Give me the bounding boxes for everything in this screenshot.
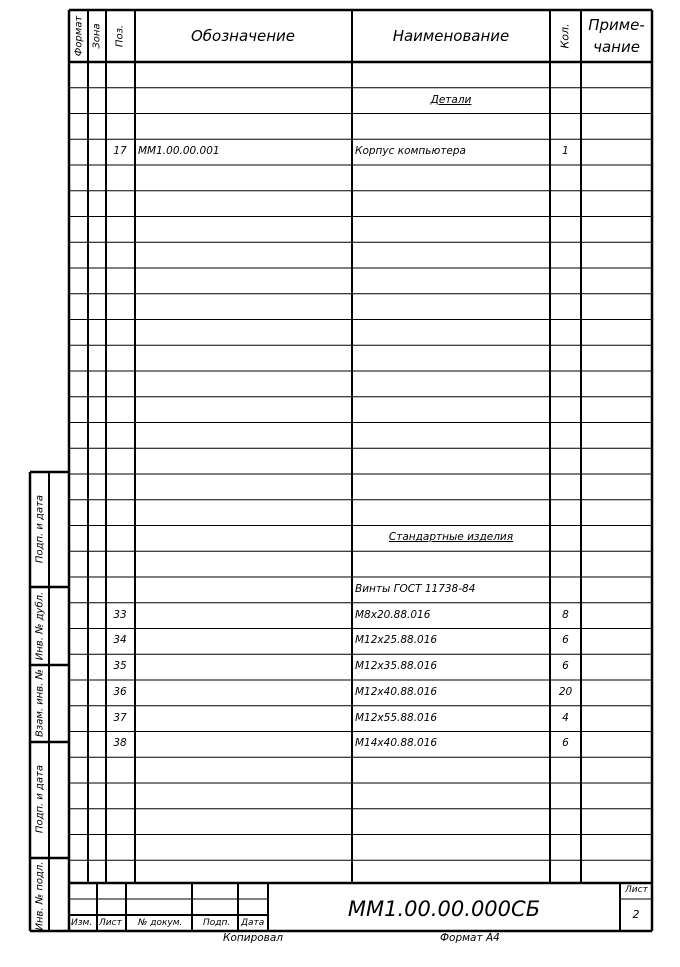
side-label-vzam-inv: Взам. инв. № xyxy=(34,669,46,737)
row-qty: 6 xyxy=(562,737,569,750)
row-qty: 1 xyxy=(562,145,569,158)
row-section-title: Детали xyxy=(430,93,472,106)
side-label-podp-data-2: Подп. и дата xyxy=(34,764,46,834)
row-pos: 37 xyxy=(113,711,127,724)
row-pos: 33 xyxy=(113,608,127,621)
footer-format: Формат А4 xyxy=(440,932,500,944)
row-qty: 6 xyxy=(562,634,569,647)
header-designation: Обозначение xyxy=(190,27,296,45)
side-label-inv-dubl: Инв. № дубл. xyxy=(34,591,46,661)
header-qty: Кол. xyxy=(558,23,572,49)
title-block-sheet-no: 2 xyxy=(632,908,640,921)
title-block-date: Дата xyxy=(241,918,265,928)
row-name: М12х35.88.016 xyxy=(355,660,438,673)
row-name: М12х40.88.016 xyxy=(355,685,438,698)
row-pos: 38 xyxy=(113,737,127,750)
header-pos: Поз. xyxy=(114,24,126,48)
row-pos: 35 xyxy=(113,660,127,673)
row-qty: 20 xyxy=(558,685,573,698)
row-qty: 6 xyxy=(562,660,569,673)
row-name: Винты ГОСТ 11738-84 xyxy=(355,582,476,595)
row-pos: 17 xyxy=(113,145,127,158)
row-pos: 36 xyxy=(113,685,127,698)
header-format: Формат xyxy=(73,15,85,57)
row-designation: ММ1.00.00.001 xyxy=(138,145,220,158)
row-name: М14х40.88.016 xyxy=(355,737,438,750)
footer-copied: Копировал xyxy=(223,932,283,944)
row-name: М12х55.88.016 xyxy=(355,711,438,724)
header-note-line1: Приме- xyxy=(588,16,645,34)
row-name: Корпус компьютера xyxy=(355,145,466,158)
title-block-izm: Изм. xyxy=(71,918,93,928)
row-qty: 8 xyxy=(562,608,569,621)
title-block-doc-no: № докум. xyxy=(138,918,183,928)
row-pos: 34 xyxy=(113,634,127,647)
row-qty: 4 xyxy=(562,711,569,724)
row-name: М12х25.88.016 xyxy=(355,634,438,647)
title-block-list: Лист xyxy=(99,918,122,928)
title-block-designation: ММ1.00.00.000СБ xyxy=(347,897,541,921)
title-block-sheet-label: Лист xyxy=(625,885,648,895)
side-label-inv-podl: Инв. № подл. xyxy=(34,861,46,931)
row-name: М8х20.88.016 xyxy=(355,608,431,621)
header-name: Наименование xyxy=(392,27,510,45)
header-zone: Зона xyxy=(91,23,103,49)
row-section-title: Стандартные изделия xyxy=(388,531,514,544)
title-block-podp: Подп. xyxy=(203,918,231,928)
side-label-podp-data-1: Подп. и дата xyxy=(34,494,46,564)
header-note-line2: чание xyxy=(593,38,640,56)
